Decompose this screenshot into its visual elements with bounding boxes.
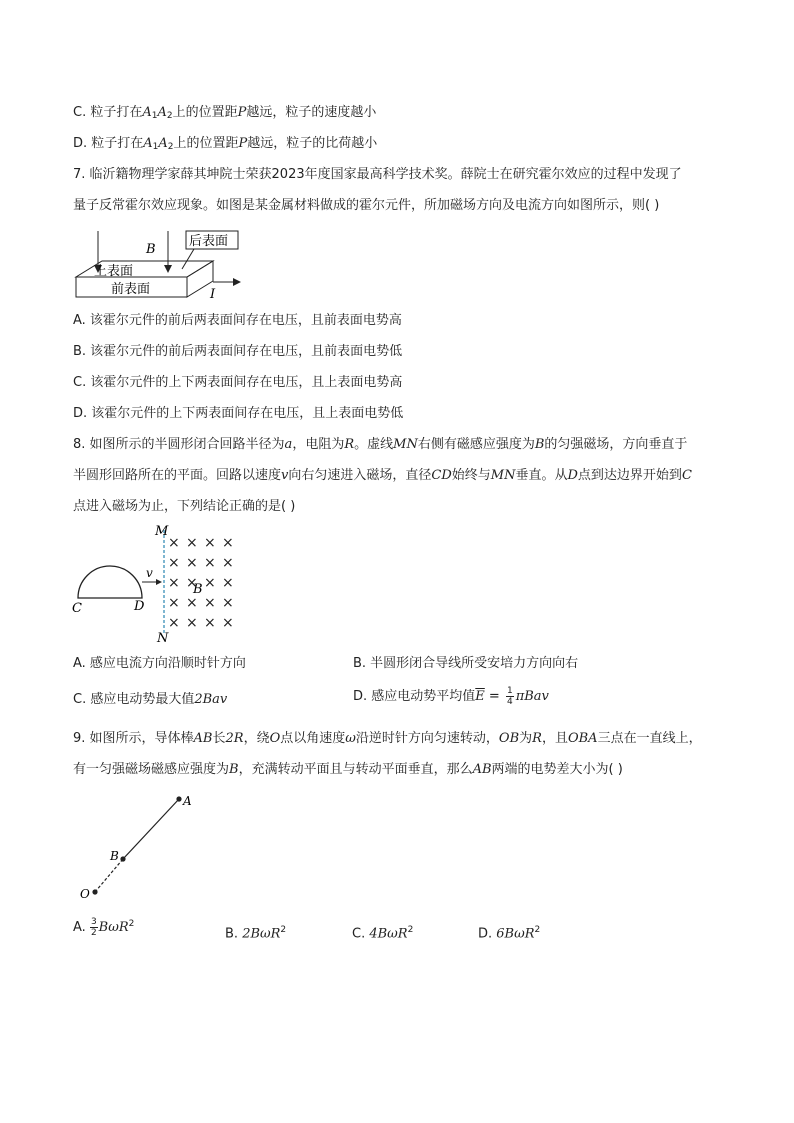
- b-arrowhead-2: [164, 265, 172, 273]
- var-a1: A: [142, 105, 152, 120]
- q9-b-value: 2BωR: [242, 926, 281, 942]
- var-r: R: [344, 437, 355, 452]
- q9-t4: 点以角速度: [280, 731, 346, 746]
- point-o: [92, 889, 97, 894]
- q9-t3: 两端的电势差大小为( ): [491, 762, 623, 777]
- q8-d-text: D. 感应电动势平均值: [353, 688, 476, 704]
- q8-t5: 的匀强磁场，方向垂直于: [544, 437, 688, 452]
- q9-t2: ，充满转动平面且与转动平面垂直，那么: [238, 762, 473, 777]
- q6-option-c: [73, 104, 376, 125]
- q8-option-b: B. 半圆形闭合导线所受安培力方向向右: [353, 656, 579, 671]
- var-a1: A: [143, 136, 153, 151]
- q6-option-d: [73, 135, 377, 156]
- point-b: [120, 856, 125, 861]
- exponent: 2: [280, 925, 287, 935]
- q8-c-text: C. 感应电动势最大值: [73, 692, 195, 707]
- exponent: 2: [407, 925, 414, 935]
- current-arrowhead: [233, 278, 241, 286]
- q6-c-post: 越远，粒子的速度越小: [246, 105, 377, 120]
- var-2r: 2R: [225, 731, 244, 746]
- q8-t4: 垂直。从: [515, 468, 568, 483]
- equals-sign: =: [484, 688, 504, 704]
- field-cross-mark: ×: [204, 615, 216, 631]
- velocity-arrowhead: [156, 579, 162, 585]
- var-e-bar: $\overline{E}$: [475, 688, 485, 704]
- field-cross-mark: ×: [186, 575, 198, 591]
- var-c: C: [681, 468, 692, 483]
- current-label: I: [210, 287, 216, 302]
- var-a: a: [284, 437, 293, 452]
- field-cross-mark: ×: [168, 615, 180, 631]
- back-face-callout-line: [182, 249, 194, 269]
- fraction-1-4: [506, 686, 514, 707]
- q8-t1: 8. 如图所示的半圆形闭合回路半径为: [73, 437, 285, 452]
- q7-option-b: B. 该霍尔元件的前后两表面间存在电压，且前表面电势低: [73, 344, 403, 359]
- q6-d-post: 越远，粒子的比荷越小: [247, 136, 378, 151]
- var-ob: OB: [498, 731, 520, 746]
- q8-t2: ，电阻为: [292, 437, 345, 452]
- var-a2: A: [157, 105, 167, 120]
- var-a2: A: [158, 136, 168, 151]
- sub-2: 2: [166, 111, 173, 121]
- q8-stem-line3: 点进入磁场为止，下列结论正确的是( ): [73, 499, 296, 514]
- var-o: O: [269, 731, 281, 746]
- field-cross-mark: ×: [222, 615, 234, 631]
- label-o: O: [80, 887, 90, 901]
- label-b: B: [110, 849, 119, 863]
- q7-stem-line2: 量子反常霍尔效应现象。如图是某金属材料做成的霍尔元件，所加磁场方向及电流方向如图所示，则( ): [73, 198, 660, 213]
- var-b: B: [534, 437, 545, 452]
- q8-t1: 半圆形回路所在的平面。回路以速度: [73, 468, 282, 483]
- q8-option-a: A. 感应电流方向沿顺时针方向: [73, 656, 246, 671]
- field-cross-mark: ×: [204, 575, 216, 591]
- var-r: R: [532, 731, 542, 746]
- q6-d-mid: 上的位置距: [173, 136, 239, 151]
- point-a: [176, 796, 181, 801]
- q9-t3: ，绕: [243, 731, 270, 746]
- sub-1: 1: [152, 142, 159, 152]
- q9-c-text: C.: [352, 926, 370, 942]
- var-mn: MN: [490, 468, 516, 483]
- q7-option-a: A. 该霍尔元件的前后两表面间存在电压，且前表面电势高: [73, 313, 402, 328]
- field-cross-mark: ×: [204, 595, 216, 611]
- field-cross-mark: ×: [204, 555, 216, 571]
- back-face-label: 后表面: [189, 234, 229, 249]
- q8-t3: 。虚线: [354, 437, 394, 452]
- field-cross-mark: ×: [222, 535, 234, 551]
- q7-option-d: D. 该霍尔元件的上下两表面间存在电压，且上表面电势低: [73, 406, 404, 421]
- numerator: 3: [90, 917, 97, 927]
- var-ab: AB: [193, 731, 213, 746]
- q6-d-text: D. 粒子打在: [73, 136, 144, 151]
- q9-a-value: BωR: [98, 919, 129, 935]
- label-m: M: [155, 524, 169, 539]
- denominator: 2: [90, 928, 97, 938]
- q8-option-c: [73, 691, 227, 709]
- field-cross-mark: ×: [222, 555, 234, 571]
- q9-t5: 沿逆时针方向匀速转动，: [355, 731, 499, 746]
- q9-b-text: B.: [225, 926, 243, 942]
- q7-stem-line1: 7. 临沂籍物理学家薛其坤院士荣获2023年度国家最高科学技术奖。薛院士在研究霍尔效应的过程中发现了: [73, 167, 682, 182]
- field-cross-mark: ×: [186, 535, 198, 551]
- var-d: D: [567, 468, 578, 483]
- q8-d-value: πBav: [515, 688, 549, 704]
- semicircle-loop: [78, 566, 142, 598]
- q8-option-d: [353, 686, 549, 707]
- q8-t2: 向右匀速进入磁场，直径: [288, 468, 432, 483]
- label-b: B: [193, 582, 203, 597]
- q8-t5: 点到达边界开始到: [577, 468, 682, 483]
- b-label: B: [146, 242, 156, 257]
- q8-semicircle-figure: [68, 520, 248, 645]
- q9-option-c: [352, 921, 413, 943]
- q9-t8: 三点在一直线上，: [597, 731, 702, 746]
- field-cross-mark: ×: [222, 595, 234, 611]
- denominator: 4: [506, 697, 513, 707]
- q9-t1: 有一匀强磁场磁感应强度为: [73, 762, 230, 777]
- exponent: 2: [128, 918, 135, 929]
- q9-c-value: 4BωR: [369, 926, 408, 942]
- top-face-label: 上表面: [94, 264, 134, 279]
- field-cross-mark: ×: [168, 535, 180, 551]
- var-cd: CD: [431, 468, 452, 483]
- label-v: v: [146, 566, 153, 580]
- q8-c-value: 2Bav: [194, 692, 228, 707]
- fraction-3-2: [90, 917, 98, 938]
- field-cross-mark: ×: [168, 555, 180, 571]
- var-oba: OBA: [567, 731, 598, 746]
- field-cross-mark: ×: [168, 575, 180, 591]
- q9-option-d: [478, 921, 540, 943]
- dashed-ob: [95, 859, 123, 892]
- numerator: 1: [506, 686, 513, 696]
- label-c: C: [72, 601, 82, 616]
- q9-a-text: A.: [73, 919, 90, 935]
- field-cross-mark: ×: [168, 595, 180, 611]
- var-p: P: [237, 105, 247, 120]
- q9-stem-line1: [73, 730, 702, 748]
- q9-rotating-rod-figure: [75, 788, 205, 903]
- var-p: P: [238, 136, 248, 151]
- q9-option-a: [73, 917, 134, 938]
- q8-stem-line2: [73, 467, 692, 485]
- q9-option-b: [225, 921, 286, 943]
- q9-t1: 9. 如图所示，导体棒: [73, 731, 194, 746]
- var-b: B: [229, 762, 239, 777]
- var-v: v: [281, 468, 289, 483]
- q9-d-value: 6BωR: [496, 926, 535, 942]
- var-omega: ω: [345, 731, 356, 746]
- q8-t3: 始终与: [451, 468, 491, 483]
- label-n: N: [157, 631, 169, 645]
- front-face-label: 前表面: [111, 282, 151, 297]
- q9-t6: 为: [519, 731, 533, 746]
- var-ab: AB: [472, 762, 492, 777]
- label-d: D: [134, 599, 145, 614]
- field-cross-mark: ×: [222, 575, 234, 591]
- q8-stem-line1: [73, 436, 687, 454]
- label-a: A: [183, 794, 192, 808]
- q9-stem-line2: [73, 761, 623, 779]
- field-cross-mark: ×: [204, 535, 216, 551]
- q7-hall-element-figure: [70, 225, 250, 303]
- sub-1: 1: [151, 111, 158, 121]
- field-cross-mark: ×: [186, 595, 198, 611]
- q6-c-text: C. 粒子打在: [73, 105, 143, 120]
- sub-2: 2: [167, 142, 174, 152]
- var-mn: MN: [393, 437, 418, 452]
- q7-option-c: C. 该霍尔元件的上下两表面间存在电压，且上表面电势高: [73, 375, 403, 390]
- q9-t2: 长: [212, 731, 226, 746]
- rod-ab: [123, 799, 179, 859]
- q9-d-text: D.: [478, 926, 497, 942]
- field-cross-mark: ×: [186, 615, 198, 631]
- field-cross-mark: ×: [186, 555, 198, 571]
- q6-c-mid: 上的位置距: [172, 105, 238, 120]
- exponent: 2: [534, 925, 541, 935]
- q9-t7: ，且: [541, 731, 568, 746]
- q8-t4: 右侧有磁感应强度为: [417, 437, 535, 452]
